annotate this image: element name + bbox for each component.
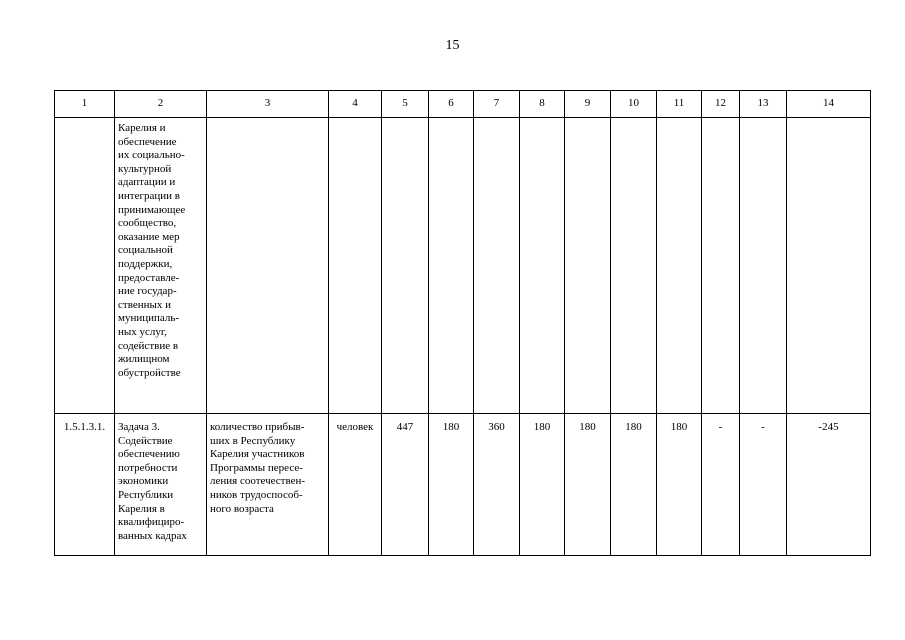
row2-cell-2 [115, 414, 207, 556]
header-cell-6: 6 [429, 91, 474, 118]
row1-cell-4 [329, 118, 382, 414]
row2-cell-3 [207, 414, 329, 556]
header-cell-4: 4 [329, 91, 382, 118]
row2-task: Задача 3. Содействие обеспечению потребности экономики Республики Карелия в квалифициро- ванных кадрах [118, 421, 187, 542]
table-row [55, 414, 871, 556]
header-row [55, 91, 871, 118]
header-cell-3: 3 [207, 91, 329, 118]
row1-cell-10 [611, 118, 657, 414]
row1-cell-2 [115, 118, 207, 414]
row1-cell-13 [740, 118, 787, 414]
table-row [55, 118, 871, 414]
row1-cell-8 [520, 118, 565, 414]
row1-cell-3 [207, 118, 329, 414]
header-cell-9: 9 [565, 91, 611, 118]
row2-cell-13: - [740, 414, 787, 556]
row1-cell-9 [565, 118, 611, 414]
row2-cell-12: - [702, 414, 740, 556]
row1-cell-6 [429, 118, 474, 414]
row1-cell-11 [657, 118, 702, 414]
row1-cell-5 [382, 118, 429, 414]
row2-cell-8: 180 [520, 414, 565, 556]
row2-cell-5: 447 [382, 414, 429, 556]
header-cell-14: 14 [787, 91, 871, 118]
row2-cell-6: 180 [429, 414, 474, 556]
header-cell-10: 10 [611, 91, 657, 118]
data-table [54, 90, 871, 556]
row1-description: Карелия и обеспечение их социально- культурной адаптации и интеграции в принимающее сообщество, оказание мер социальной поддержки, предоставле- ние государ- ственных и муниципаль- ных услуг, содействие в жилищном обустройстве [118, 122, 186, 379]
header-cell-13: 13 [740, 91, 787, 118]
row2-cell-7: 360 [474, 414, 520, 556]
row2-cell-9: 180 [565, 414, 611, 556]
row1-cell-14 [787, 118, 871, 414]
row1-cell-1 [55, 118, 115, 414]
header-cell-12: 12 [702, 91, 740, 118]
header-cell-11: 11 [657, 91, 702, 118]
page-number: 15 [445, 38, 460, 53]
header-cell-5: 5 [382, 91, 429, 118]
row2-cell-11: 180 [657, 414, 702, 556]
header-cell-8: 8 [520, 91, 565, 118]
header-cell-7: 7 [474, 91, 520, 118]
row2-cell-1: 1.5.1.3.1. [55, 414, 115, 556]
row2-cell-10: 180 [611, 414, 657, 556]
row2-unit: человек [329, 414, 382, 556]
row2-cell-14: -245 [787, 414, 871, 556]
row2-indicator: количество прибыв- ших в Республику Карелия участников Программы пересе- ления соотечествен- ников трудоспособ- ного возраста [210, 421, 306, 515]
row1-cell-12 [702, 118, 740, 414]
header-cell-2: 2 [115, 91, 207, 118]
header-cell-1: 1 [55, 91, 115, 118]
row1-cell-7 [474, 118, 520, 414]
